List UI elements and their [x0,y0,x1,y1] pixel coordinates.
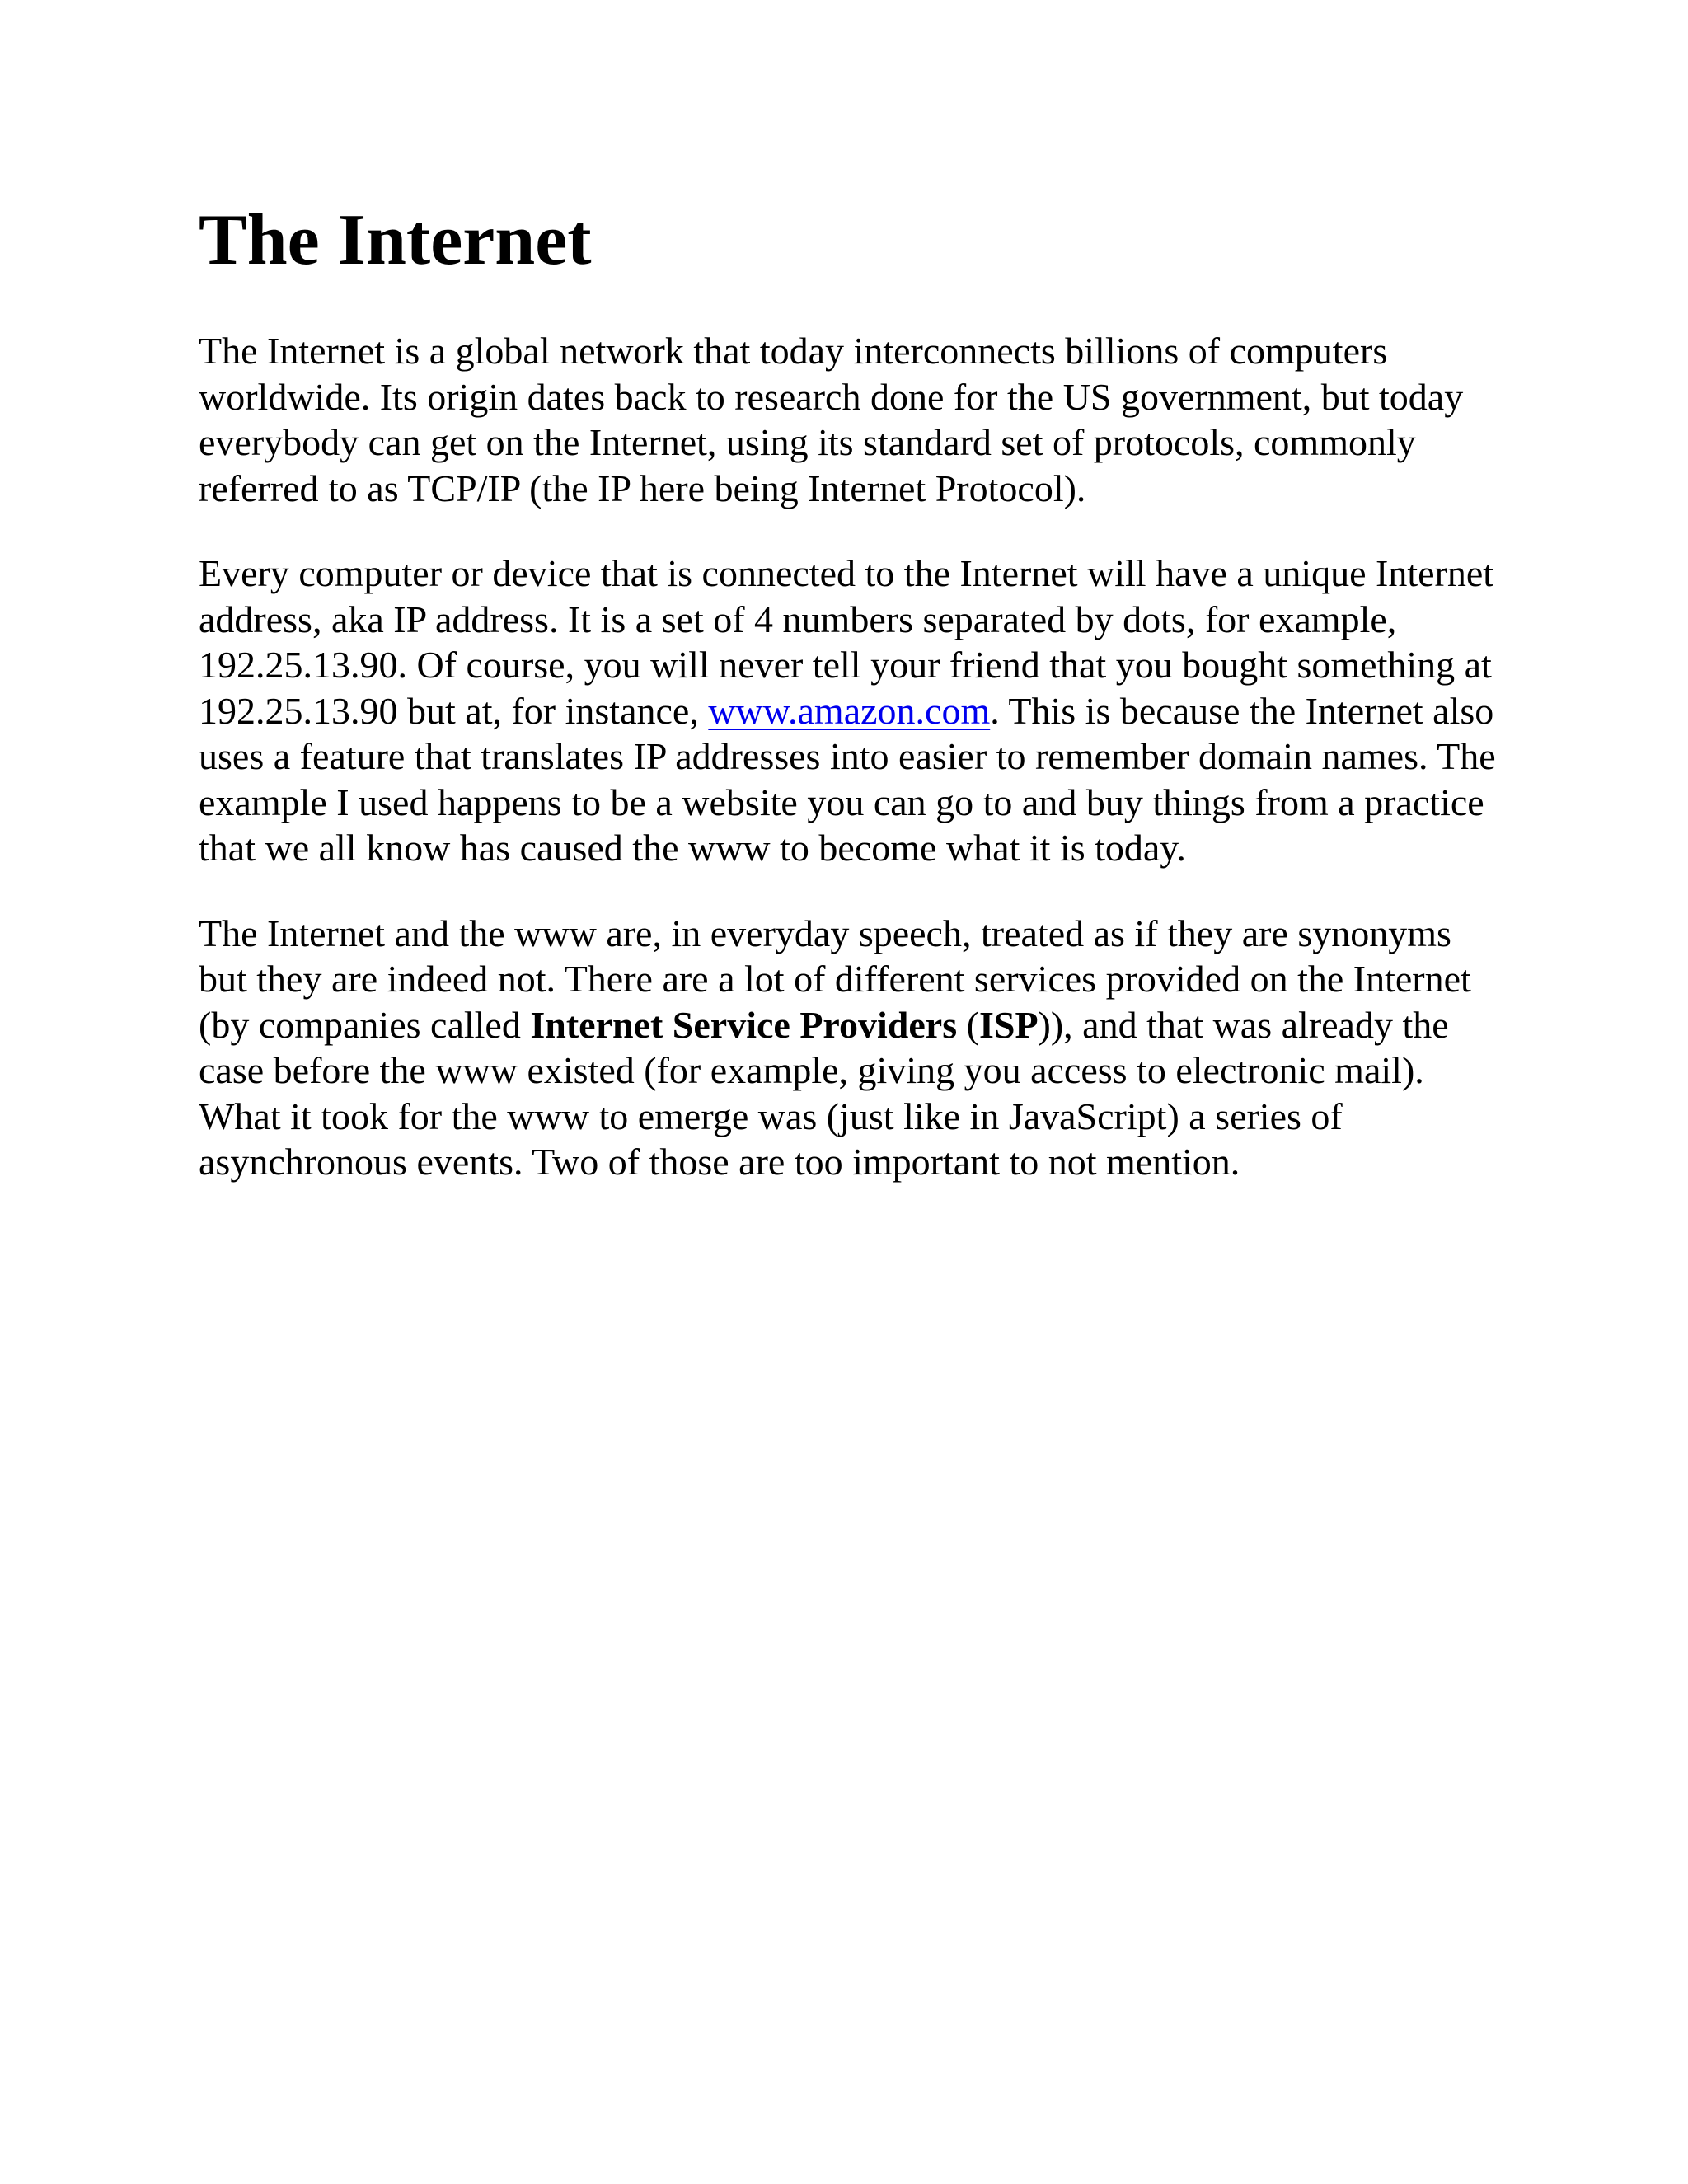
paragraph-3-text-part-3: )), and that was already the case before the www existed (for example, giving you access to electronic mail). What it took for the www to emerge was (just like in JavaScript) a series of asynchronous events. Two of those are too important to not mention. [199,1003,1449,1183]
paragraph-3-text-part-1: The Internet and the www are, in everyday speech, treated as if they are synonyms but they are indeed not. There are a lot of different services provided on the Internet (by companies called [199,912,1471,1046]
paragraph-2-text-after-link: . This is because the Internet also uses a feature that translates IP addresses into easier to remember domain names. The example I used happens to be a website you can go to and buy things from a practice that we all know has caused the www to become what it is today. [199,689,1496,869]
paragraph-2 [199,551,1501,871]
isp-abbreviation-bold: ISP [978,1003,1039,1046]
page-title: The Internet [199,200,592,280]
paragraph-1: The Internet is a global network that today interconnects billions of computers worldwide. Its origin dates back to research done for the US government, but today everybody can get on the Internet, using its standard set of protocols, commonly referred to as TCP/IP (the IP here being Internet Protocol). [199,330,1464,509]
paragraph-3 [199,911,1501,1185]
document-page [199,194,1501,1225]
paragraph-2-text-before-link: Every computer or device that is connected to the Internet will have a unique Internet address, aka IP address. It is a set of 4 numbers separated by dots, for example, 192.25.13.90. Of course, you will never tell your friend that you bought something at 192.25.13.90 but at, for instance, [199,552,1494,732]
paragraph-3-text-part-2: ( [957,1003,979,1046]
amazon-link[interactable]: www.amazon.com [708,689,991,732]
isp-term-bold: Internet Service Providers [530,1003,958,1046]
